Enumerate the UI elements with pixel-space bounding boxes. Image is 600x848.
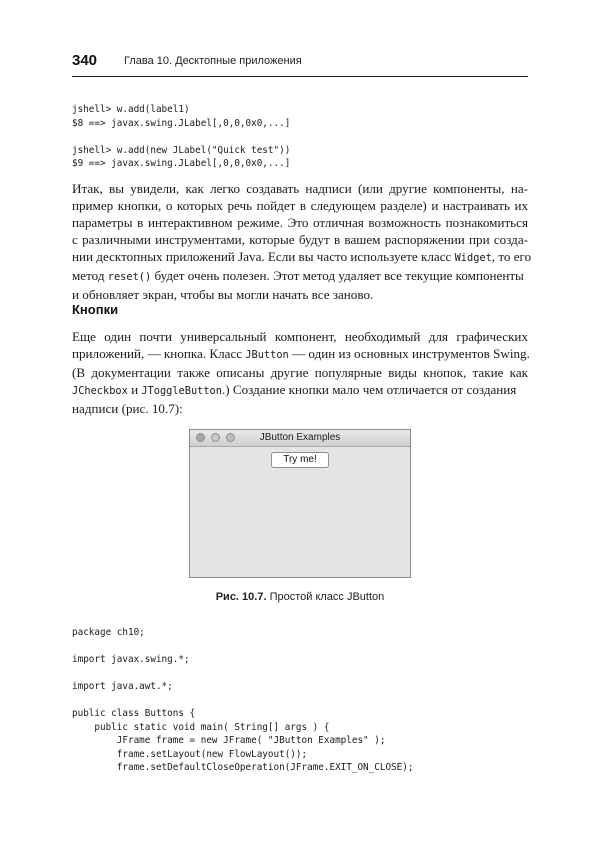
text-line <box>72 248 532 267</box>
code-block-jshell <box>72 103 290 171</box>
code-line: jshell> w.add(new JLabel("Quick test")) <box>72 144 291 156</box>
code-line <box>72 667 413 681</box>
text-run: .) Создание кнопки мало чем отличается от создания <box>221 382 517 397</box>
window-titlebar <box>190 430 410 447</box>
code-line: import javax.swing.*; <box>72 654 190 665</box>
text-line <box>72 267 528 286</box>
text-line: и обновляет экран, чтобы вы могли начать все заново. <box>72 287 374 302</box>
text-line: (В документации также описаны другие популярные виды кнопок, такие как <box>72 365 528 380</box>
inline-code: JCheckbox <box>72 385 128 397</box>
text-line: надписи (рис. 10.7): <box>72 401 183 416</box>
paragraph-buttons <box>72 328 528 417</box>
chapter-title: Глава 10. Десктопные приложения <box>124 55 302 67</box>
running-header <box>72 52 528 77</box>
code-line <box>72 694 413 708</box>
try-me-button[interactable]: Try me! <box>271 452 329 468</box>
code-block-buttons <box>72 626 413 775</box>
page-number: 340 <box>72 52 98 69</box>
code-line <box>72 130 290 144</box>
code-line: public static void main( String[] args ) { <box>72 721 330 733</box>
inline-code: JToggleButton <box>141 385 222 397</box>
text-run: будет очень полезен. Этот метод удаляет все текущие компоненты <box>151 268 524 283</box>
text-line: Еще один почти универсальный компонент, необходимый для графических <box>72 329 528 344</box>
text-line: пример кнопки, о которых речь пойдет в следующем разделе) и настраивать их <box>72 198 528 213</box>
inline-code: Widget <box>454 252 492 264</box>
section-heading: Кнопки <box>72 302 119 317</box>
caption-label: Рис. 10.7. <box>215 591 267 603</box>
text-run: приложений, — кнопка. Класс <box>72 346 246 361</box>
code-line: import java.awt.*; <box>72 681 173 692</box>
text-run: , то его <box>491 249 532 264</box>
code-line: $8 ==> javax.swing.JLabel[,0,0,0x0,...] <box>72 117 291 129</box>
text-line <box>72 345 528 364</box>
code-line <box>72 640 413 654</box>
code-line: $9 ==> javax.swing.JLabel[,0,0,0x0,...] <box>72 158 291 169</box>
text-run: и <box>127 382 142 397</box>
text-run: метод <box>72 268 108 283</box>
code-line: jshell> w.add(label1) <box>72 104 190 115</box>
text-line: Итак, вы увидели, как легко создавать надписи (или другие компоненты, на- <box>72 181 528 196</box>
text-line: с различными инструментами, которые будут в вашем распоряжении при созда- <box>72 232 528 247</box>
code-line: package ch10; <box>72 627 145 638</box>
caption-text: Простой класс JButton <box>266 591 385 603</box>
text-line <box>72 381 528 400</box>
code-line: public class Buttons { <box>72 708 196 719</box>
window-title: JButton Examples <box>259 432 341 443</box>
inline-code: JButton <box>245 349 289 361</box>
text-run: нии десктопных приложений Java. Если вы часто используете класс <box>72 249 455 264</box>
figure-caption <box>0 591 600 603</box>
jbutton-window-figure <box>189 429 411 578</box>
text-run: — один из основных инструментов Swing. <box>288 346 530 361</box>
inline-code: reset() <box>107 271 152 283</box>
code-line: JFrame frame = new JFrame( "JButton Examples" ); <box>72 735 386 746</box>
code-line: frame.setDefaultCloseOperation(JFrame.EXIT_ON_CLOSE); <box>72 762 414 773</box>
paragraph-intro <box>72 180 532 303</box>
text-line: параметры в интерактивном режиме. Это отличная возможность познакомиться <box>72 215 528 230</box>
code-line: frame.setLayout(new FlowLayout()); <box>72 748 308 760</box>
